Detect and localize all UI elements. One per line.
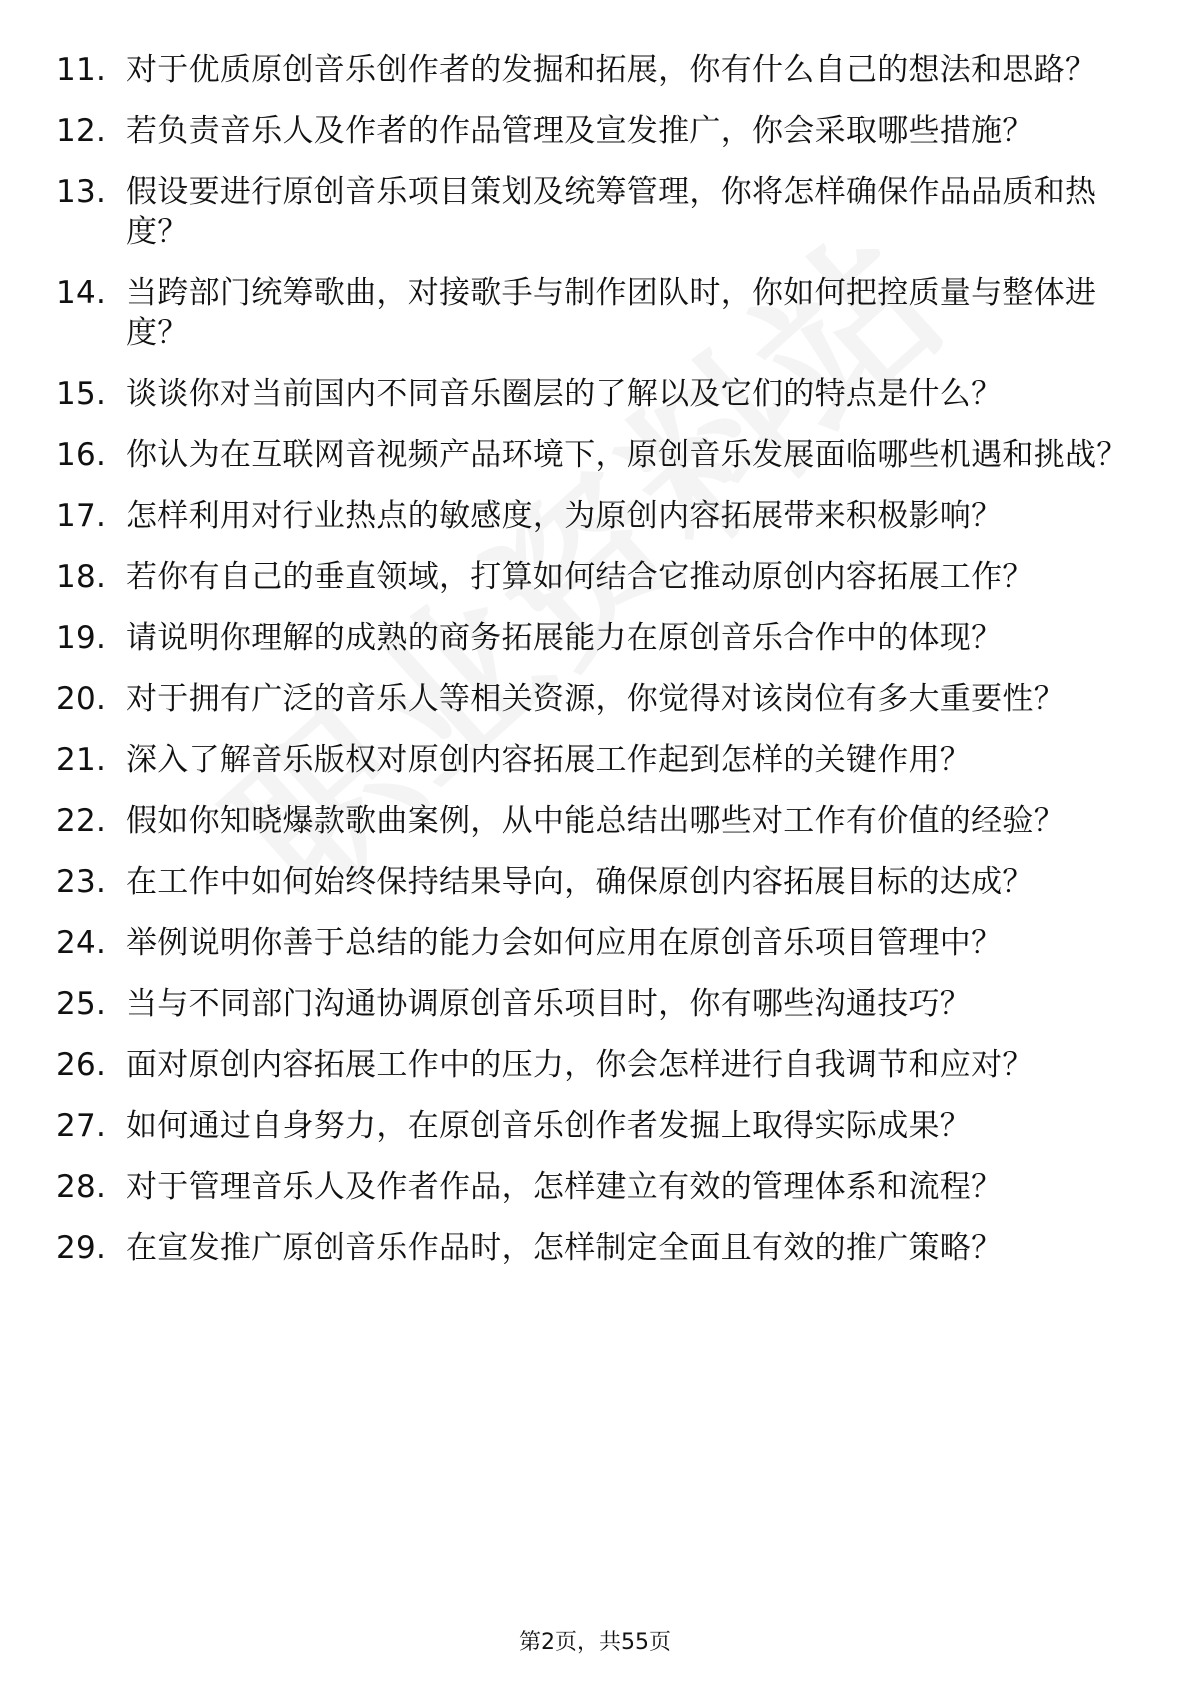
question-number: 28. <box>56 1169 107 1205</box>
question-item <box>56 1167 1136 1207</box>
question-item <box>56 50 1136 90</box>
question-number: 23. <box>56 864 107 900</box>
question-number: 20. <box>56 681 107 717</box>
question-number: 22. <box>56 803 107 839</box>
question-number: 19. <box>56 620 107 656</box>
question-text: 当跨部门统筹歌曲，对接歌手与制作团队时，你如何把控质量与整体进度？ <box>126 275 1097 351</box>
question-item <box>56 1045 1136 1085</box>
question-number: 16. <box>56 437 107 473</box>
question-item <box>56 984 1136 1024</box>
question-number: 27. <box>56 1108 107 1144</box>
question-number: 26. <box>56 1047 107 1083</box>
question-list <box>56 50 1136 1289</box>
question-number: 18. <box>56 559 107 595</box>
question-text: 假如你知晓爆款歌曲案例，从中能总结出哪些对工作有价值的经验？ <box>126 803 1065 839</box>
question-item <box>56 923 1136 963</box>
question-text: 对于拥有广泛的音乐人等相关资源，你觉得对该岗位有多大重要性？ <box>126 681 1065 717</box>
question-text: 谈谈你对当前国内不同音乐圈层的了解以及它们的特点是什么？ <box>126 376 1003 412</box>
question-number: 15. <box>56 376 107 412</box>
question-number: 17. <box>56 498 107 534</box>
page-footer <box>0 1628 1190 1658</box>
question-number: 13. <box>56 174 107 210</box>
question-item <box>56 862 1136 902</box>
question-text: 若负责音乐人及作者的作品管理及宣发推广，你会采取哪些措施？ <box>126 113 1034 149</box>
question-text: 若你有自己的垂直领域，打算如何结合它推动原创内容拓展工作？ <box>126 559 1034 595</box>
question-item <box>56 801 1136 841</box>
question-number: 25. <box>56 986 107 1022</box>
question-text: 在宣发推广原创音乐作品时，怎样制定全面且有效的推广策略？ <box>126 1230 1003 1266</box>
question-text: 你认为在互联网音视频产品环境下，原创音乐发展面临哪些机遇和挑战？ <box>126 437 1128 473</box>
question-item <box>56 273 1136 353</box>
question-item <box>56 374 1136 414</box>
question-item <box>56 172 1136 252</box>
question-text: 深入了解音乐版权对原创内容拓展工作起到怎样的关键作用？ <box>126 742 972 778</box>
question-text: 面对原创内容拓展工作中的压力，你会怎样进行自我调节和应对？ <box>126 1047 1034 1083</box>
question-text: 举例说明你善于总结的能力会如何应用在原创音乐项目管理中？ <box>126 925 1003 961</box>
question-number: 11. <box>56 52 107 88</box>
question-text: 怎样利用对行业热点的敏感度，为原创内容拓展带来积极影响？ <box>126 498 1003 534</box>
question-number: 21. <box>56 742 107 778</box>
question-text: 对于管理音乐人及作者作品，怎样建立有效的管理体系和流程？ <box>126 1169 1003 1205</box>
question-text: 在工作中如何始终保持结果导向，确保原创内容拓展目标的达成？ <box>126 864 1034 900</box>
question-item <box>56 679 1136 719</box>
question-text: 假设要进行原创音乐项目策划及统筹管理，你将怎样确保作品品质和热度？ <box>126 174 1097 250</box>
question-number: 12. <box>56 113 107 149</box>
question-number: 29. <box>56 1230 107 1266</box>
question-text: 如何通过自身努力，在原创音乐创作者发掘上取得实际成果？ <box>126 1108 972 1144</box>
question-item <box>56 618 1136 658</box>
question-item <box>56 496 1136 536</box>
question-item <box>56 557 1136 597</box>
question-item <box>56 1106 1136 1146</box>
question-item <box>56 111 1136 151</box>
question-text: 对于优质原创音乐创作者的发掘和拓展，你有什么自己的想法和思路？ <box>126 52 1097 88</box>
question-text: 当与不同部门沟通协调原创音乐项目时，你有哪些沟通技巧？ <box>126 986 972 1022</box>
question-number: 14. <box>56 275 107 311</box>
page-number: 第2页，共55页 <box>519 1630 671 1655</box>
question-item <box>56 1228 1136 1268</box>
question-text: 请说明你理解的成熟的商务拓展能力在原创音乐合作中的体现？ <box>126 620 1003 656</box>
question-item <box>56 740 1136 780</box>
question-item <box>56 435 1136 475</box>
question-number: 24. <box>56 925 107 961</box>
